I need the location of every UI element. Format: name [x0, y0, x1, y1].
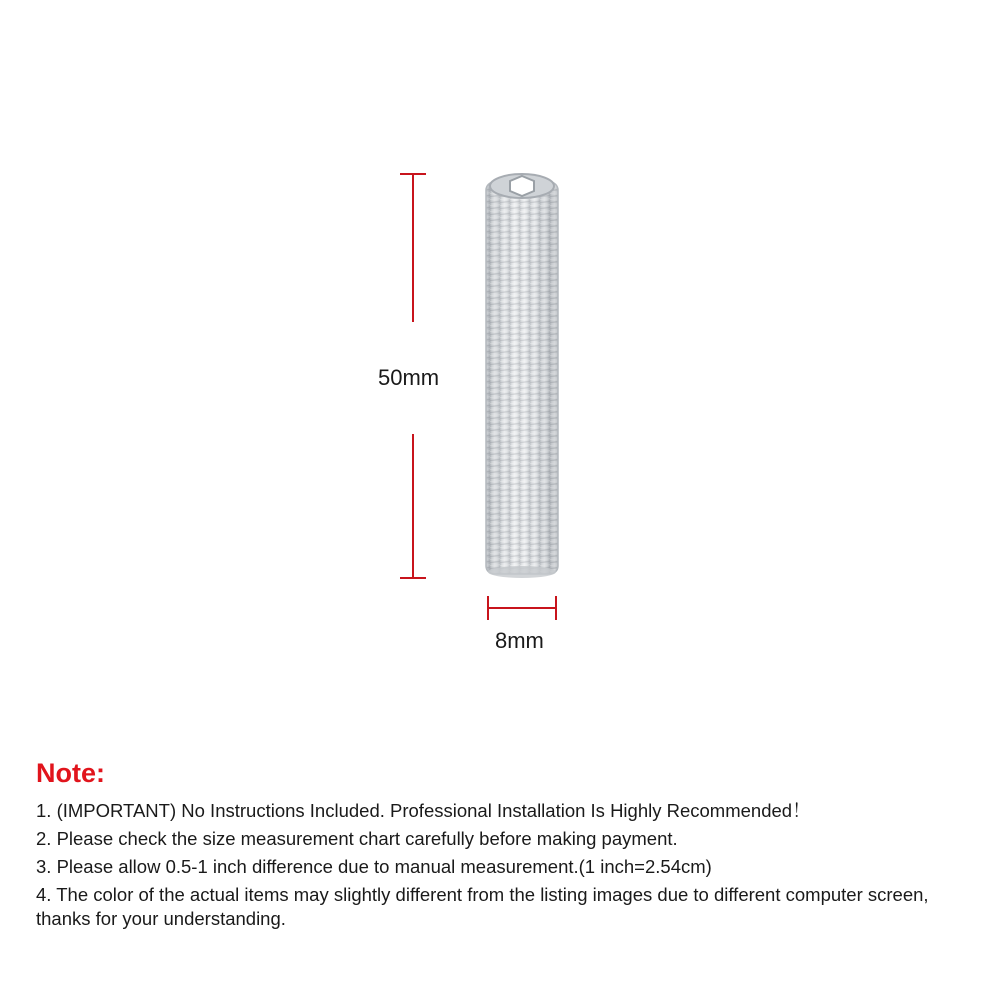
diameter-dimension-line — [488, 596, 556, 620]
threaded-rod-icon — [486, 174, 558, 578]
note-item: 2. Please check the size measurement chart carefully before making payment. — [36, 828, 678, 849]
note-item: 3. Please allow 0.5-1 inch difference due to manual measurement.(1 inch=2.54cm) — [36, 856, 712, 877]
length-label: 50mm — [378, 365, 440, 390]
notes-section — [36, 758, 966, 935]
note-item: 1. (IMPORTANT) No Instructions Included. Professional Installation Is Highly Recommended！ — [36, 800, 811, 821]
diameter-label: 8mm — [495, 628, 544, 653]
note-heading: Note: — [36, 758, 105, 788]
note-item: 4. The color of the actual items may slightly different from the listing images due to different computer screen, thanks for your understanding. — [36, 884, 929, 929]
